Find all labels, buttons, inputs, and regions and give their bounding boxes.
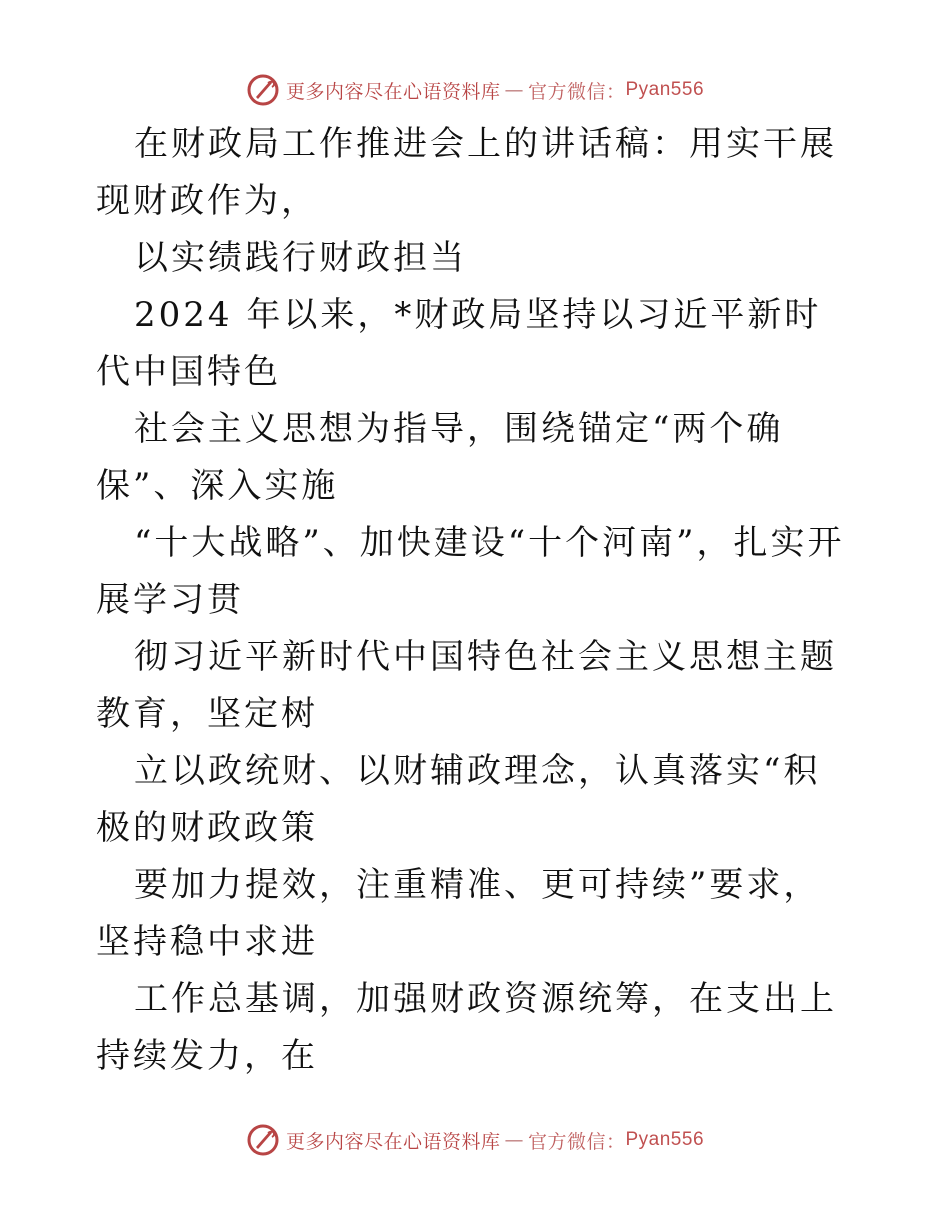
- paragraph: 彻习近平新时代中国特色社会主义思想主题教育，坚定树: [96, 637, 837, 734]
- paragraph: 2024 年以来，*财政局坚持以习近平新时代中国特色: [96, 295, 822, 392]
- watermark-sub-text: 官方微信：: [527, 1130, 626, 1153]
- watermark-wechat-id: Pyan556: [625, 79, 705, 100]
- paragraph: 要加力提效，注重精准、更可持续”要求，坚持稳中求进: [96, 865, 821, 962]
- watermark-brand-text: 更多内容尽在心语资料库: [285, 1130, 501, 1153]
- quill-logo-icon: [246, 73, 280, 107]
- footer-watermark: [0, 1120, 950, 1160]
- paragraph: 工作总基调，加强财政资源统筹，在支出上持续发力，在: [96, 979, 837, 1076]
- paragraph: 立以政统财、以财辅政理念，认真落实“积极的财政政策: [96, 751, 821, 848]
- document-body: [96, 116, 856, 1085]
- watermark-dash: —: [504, 1129, 524, 1151]
- paragraph: 社会主义思想为指导，围绕锚定“两个确保”、深入实施: [96, 409, 784, 506]
- paragraph: 在财政局工作推进会上的讲话稿：用实干展现财政作为，: [96, 124, 837, 221]
- watermark-dash: —: [504, 79, 524, 101]
- header-watermark: [0, 70, 950, 110]
- watermark-brand-text: 更多内容尽在心语资料库: [285, 80, 501, 103]
- paragraph: 以实绩践行财政担当: [134, 238, 467, 278]
- quill-logo-icon: [246, 1123, 280, 1157]
- watermark-wechat-id: Pyan556: [625, 1129, 705, 1150]
- paragraph: “十大战略”、加快建设“十个河南”，扎实开展学习贯: [96, 523, 845, 620]
- watermark-sub-text: 官方微信：: [527, 80, 626, 103]
